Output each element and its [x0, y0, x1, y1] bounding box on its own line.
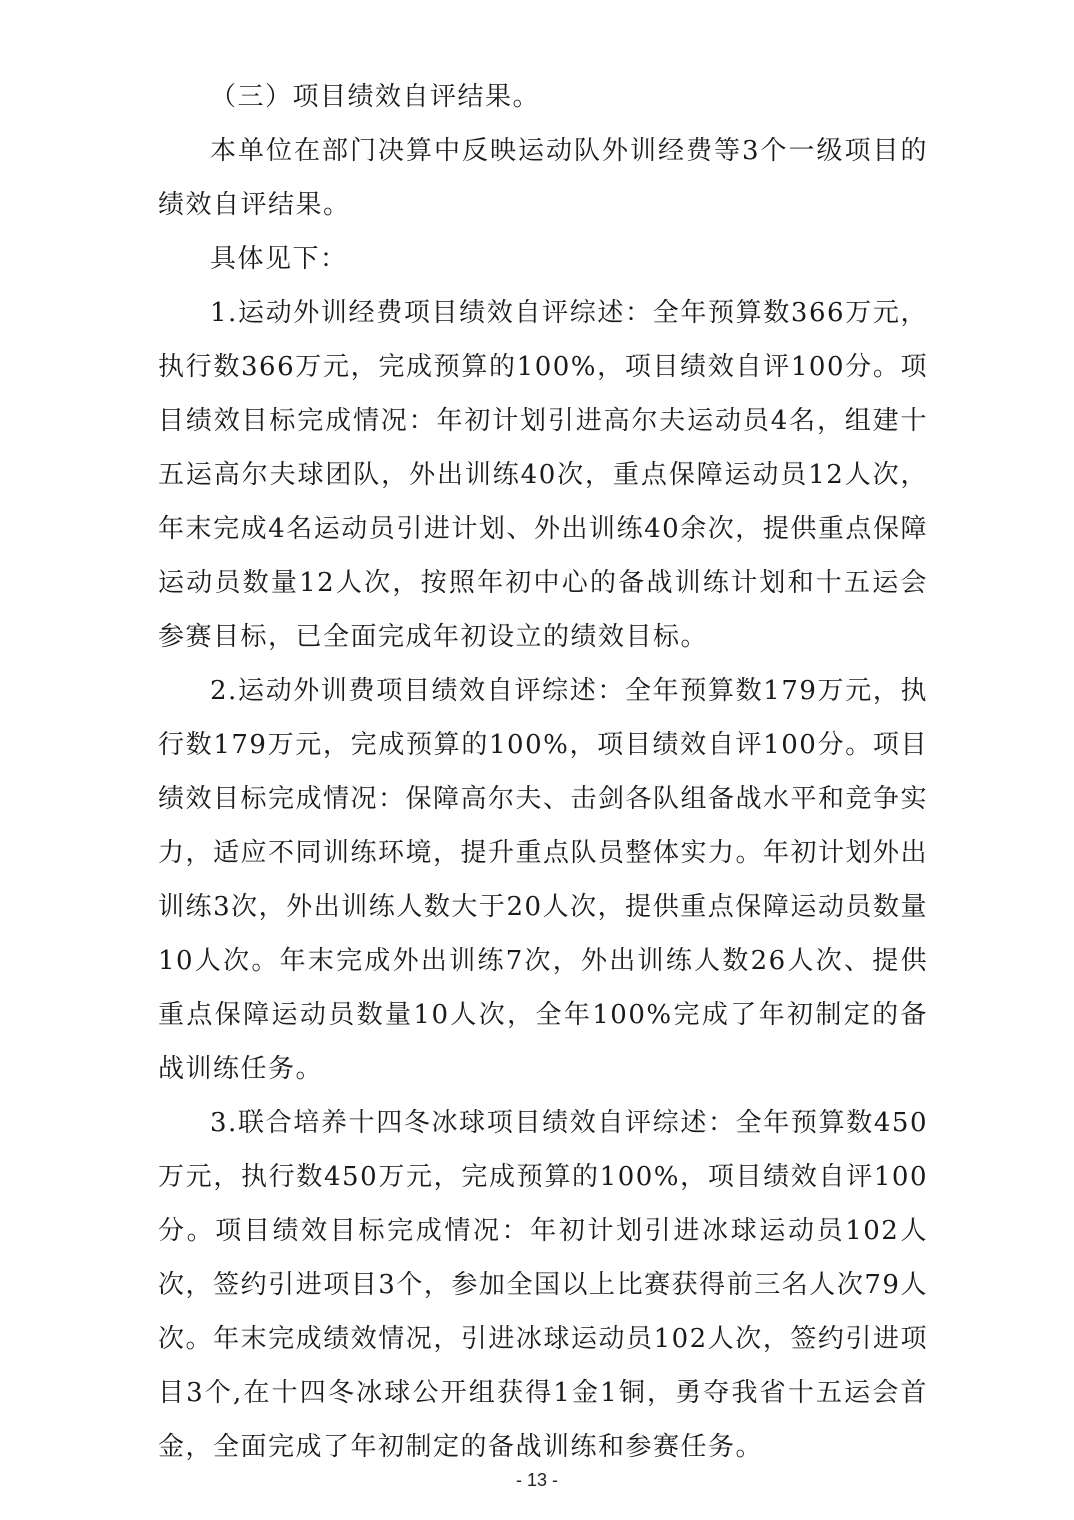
details-lead-paragraph: 具体见下：	[210, 244, 348, 274]
section-heading: （三）项目绩效自评结果。	[210, 82, 541, 112]
page-number: - 13 -	[515, 1470, 558, 1490]
project-1-paragraph: 1.运动外训经费项目绩效自评综述：全年预算数366万元，执行数366万元，完成预算的100%，项目绩效自评100分。项目绩效目标完成情况：年初计划引进高尔夫运动员4名，组建十五运高尔夫球团队，外出训练40次，重点保障运动员12人次，年末完成4名运动员引进计划、外出训练40余次，提供重点保障运动员数量12人次，按照年初中心的备战训练计划和十五运会参赛目标，已全面完成年初设立的绩效目标。	[158, 298, 928, 652]
document-page	[158, 70, 928, 1474]
project-2-paragraph: 2.运动外训费项目绩效自评综述：全年预算数179万元，执行数179万元，完成预算的100%，项目绩效自评100分。项目绩效目标完成情况：保障高尔夫、击剑各队组备战水平和竞争实力，适应不同训练环境，提升重点队员整体实力。年初计划外出训练3次，外出训练人数大于20人次，提供重点保障运动员数量10人次。年末完成外出训练7次，外出训练人数26人次、提供重点保障运动员数量10人次，全年100%完成了年初制定的备战训练任务。	[158, 676, 929, 1084]
project-3-paragraph: 3.联合培养十四冬冰球项目绩效自评综述：全年预算数450万元，执行数450万元，完成预算的100%，项目绩效自评100分。项目绩效目标完成情况：年初计划引进冰球运动员102人次，签约引进项目3个，参加全国以上比赛获得前三名人次79人次。年末完成绩效情况，引进冰球运动员102人次，签约引进项目3个,在十四冬冰球公开组获得1金1铜，勇夺我省十五运会首金，全面完成了年初制定的备战训练和参赛任务。	[158, 1108, 928, 1462]
intro-paragraph: 本单位在部门决算中反映运动队外训经费等3个一级项目的绩效自评结果。	[158, 136, 928, 220]
